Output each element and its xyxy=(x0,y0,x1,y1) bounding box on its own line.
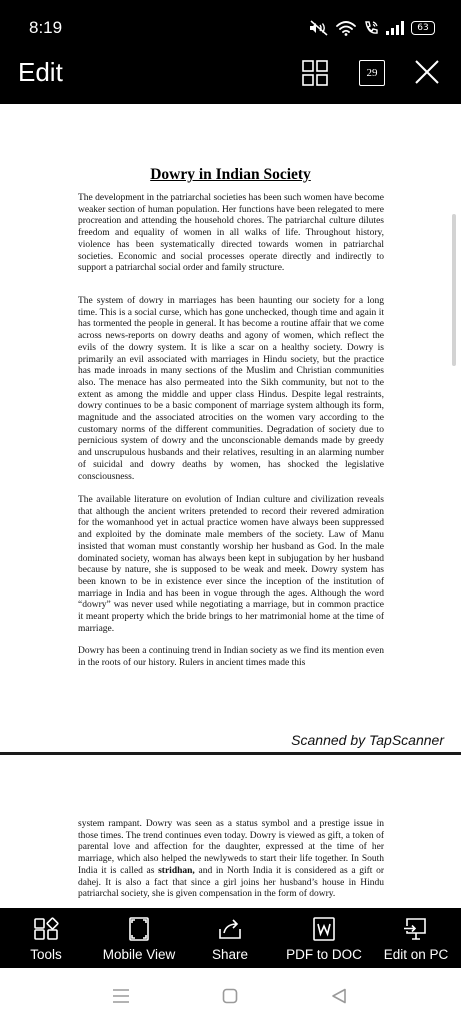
document-title: Dowry in Indian Society xyxy=(150,166,311,183)
battery-icon: 63 xyxy=(411,21,435,35)
document-viewer[interactable] xyxy=(0,104,461,908)
document-paragraph: The system of dowry in marriages has been haunting our society for a long time. This is a social curse, which has gone unchecked, though time and again it has tormented the people in general. It has become a routine affair that we come across news-reports on dowry deaths and agony of women, which reflect the evils of the dowry system. It is like a scar on a healthy society. Dowry is primarily an evil associated with marriages in Hindu society, but the practice has made inroads in many sections of the Muslim and Christian communities also. The menace has also permeated into the Sikh community, but not to the extent as among the middle and upper class Hindus. Despite legal restraints, dowry continues to be a basic component of marriage system although its form, magnitude and the associated atrocities on the women vary according to the customary norms of the different communities. Degradation of society due to pernicious system of dowry and the unconscionable demands made by greedy and unscrupulous husbands and their relatives, resulting in an alarming number of suicidal and dowry deaths by women, has shocked the legislative consciousness. xyxy=(78,296,384,482)
app-bar xyxy=(0,42,461,104)
pdf-to-doc-button[interactable] xyxy=(281,908,367,968)
signal-icon xyxy=(386,21,404,35)
status-bar xyxy=(0,0,461,42)
back-icon[interactable] xyxy=(331,988,347,1004)
tools-icon xyxy=(33,917,59,941)
pdf-to-doc-label: PDF to DOC xyxy=(286,947,362,962)
document-paragraph xyxy=(78,819,384,901)
mobile-view-icon xyxy=(128,917,150,941)
scanner-watermark: Scanned by TapScanner xyxy=(291,732,444,748)
paragraph-text: system rampant. Dowry was seen as a status symbol and a prestige issue in those times. The trend continues even today. Dowry is viewed as gift, a token of parental love and affection for the daughter, expressed at the time of her marriage, which also helped the newlyweds to start their life together. In South India it is called as xyxy=(78,819,384,876)
document-paragraph: The available literature on evolution of Indian culture and civilization reveals that although the ancient writers pretended to record their revered admiration for the womanhood yet in actual practice women have always been suppressed and exploited by the dominate male members of the society. Law of Manu insisted that woman must constantly worship her husband as God. In the male dominated society, woman has always been kept in subjugation by her husband because by nature, she is supposed to be weak and meek. Dowry system has been known to be in existence ever since the inception of the institution of marriage in India and has been in vogue through the ages. Although the word “dowry” was never used while negotiating a marriage, but in common practice it meant property which the bride brings to her matrimonial home at the time of marriage. xyxy=(78,495,384,634)
menu-icon[interactable] xyxy=(112,988,130,1004)
wifi-icon xyxy=(336,20,356,36)
wifi-calling-icon xyxy=(363,20,379,36)
document-page-2 xyxy=(0,755,461,908)
status-time: 8:19 xyxy=(29,18,63,37)
edit-title: Edit xyxy=(18,57,63,87)
mobile-view-label: Mobile View xyxy=(102,947,176,962)
bold-term: stridhan, xyxy=(158,865,195,876)
mute-icon xyxy=(309,20,329,36)
share-label: Share xyxy=(211,947,249,962)
paragraph-text: and in North India it is considered as a gift or dahej. It is also a fact that since a girl joins her husband’s house in Hindu patriarchal society, she is given compensation in the form of dowry. xyxy=(78,865,385,900)
tools-button[interactable] xyxy=(18,908,74,968)
tools-label: Tools xyxy=(30,947,62,962)
edit-on-pc-label: Edit on PC xyxy=(383,947,449,962)
bottom-toolbar xyxy=(0,908,461,968)
edit-on-pc-button[interactable] xyxy=(378,908,454,968)
home-icon[interactable] xyxy=(222,988,238,1004)
grid-view-icon[interactable] xyxy=(302,60,328,86)
scrollbar[interactable] xyxy=(452,214,456,366)
document-page-1 xyxy=(0,104,461,752)
edit-on-pc-icon xyxy=(403,917,429,941)
document-paragraph: Dowry has been a continuing trend in Indian society as we find its mention even in the roots of our history. Rulers in ancient times made this xyxy=(78,646,384,668)
document-paragraph: The development in the patriarchal societies has been such women have become weaker section of human population. Her functions have been relegated to mere procreation and attending the household chores. The patriarchal culture dilutes freedom and equality of women in all walks of life. Throughout history, violence has been systematically directed towards women in patriarchal societies. Economic and social processes operate directly and indirectly to support a patriarchal social order and family structure. xyxy=(78,193,384,274)
close-icon[interactable] xyxy=(414,59,440,85)
mobile-view-button[interactable] xyxy=(95,908,183,968)
system-nav-bar xyxy=(0,968,461,1024)
status-icons xyxy=(309,18,435,38)
share-button[interactable] xyxy=(200,908,260,968)
share-icon xyxy=(217,917,243,941)
page-count-button[interactable]: 29 xyxy=(359,60,385,86)
pdf-to-doc-icon xyxy=(312,917,336,941)
